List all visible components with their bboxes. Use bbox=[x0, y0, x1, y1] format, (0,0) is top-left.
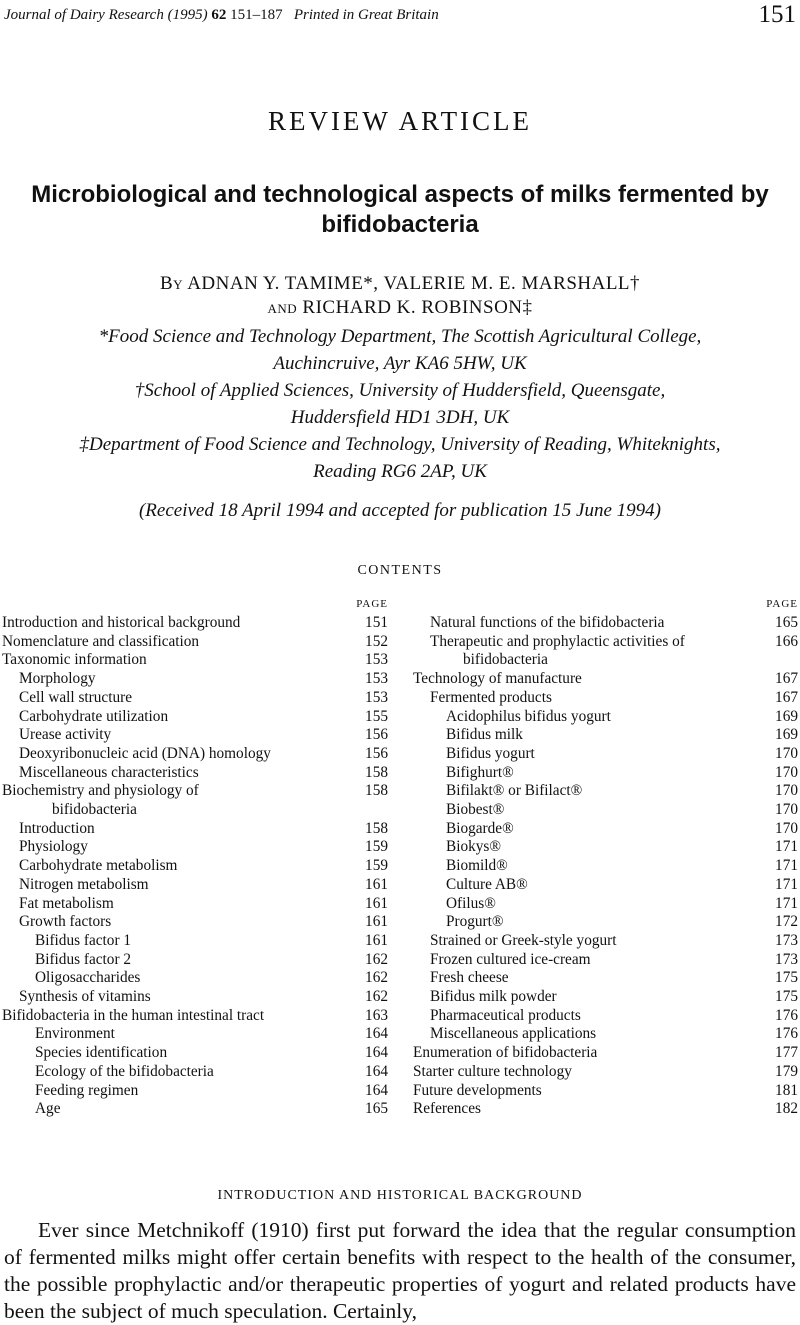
page-column-label: PAGE bbox=[356, 598, 388, 610]
toc-entry bbox=[413, 895, 798, 914]
toc-entry bbox=[2, 708, 388, 727]
toc-entry-page: 170 bbox=[775, 819, 798, 837]
author-names: RICHARD K. ROBINSON‡ bbox=[302, 297, 533, 318]
author-line-1 bbox=[0, 272, 800, 296]
toc-entry bbox=[2, 876, 388, 895]
toc-entry-page: 181 bbox=[775, 1081, 798, 1099]
author-list bbox=[0, 272, 800, 320]
toc-entry-title: Bifilakt® or Bifilact® bbox=[446, 782, 583, 800]
toc-entry bbox=[2, 670, 388, 689]
toc-entry bbox=[2, 857, 388, 876]
affiliation-line: Auchincruive, Ayr KA6 5HW, UK bbox=[273, 353, 527, 374]
toc-entry-page: 159 bbox=[365, 857, 388, 875]
toc-entry-page: 162 bbox=[365, 969, 388, 987]
toc-entry-page: 153 bbox=[365, 670, 388, 688]
toc-entry-page: 158 bbox=[365, 819, 388, 837]
printed-note: Printed in Great Britain bbox=[293, 7, 439, 23]
toc-entry bbox=[2, 689, 388, 708]
toc-entry-page: 167 bbox=[775, 688, 798, 706]
toc-entry-page: 171 bbox=[775, 894, 798, 912]
toc-entry bbox=[413, 745, 798, 764]
and-word: and bbox=[267, 297, 298, 318]
toc-entry-page: 169 bbox=[775, 707, 798, 725]
contents-heading: CONTENTS bbox=[357, 563, 443, 578]
journal-pages: 151–187 bbox=[230, 7, 283, 23]
toc-entry-page: 151 bbox=[365, 614, 388, 631]
author-names: ADNAN Y. TAMIME*, VALERIE M. E. MARSHALL† bbox=[187, 273, 641, 294]
toc-entry bbox=[413, 838, 798, 857]
toc-entry-title: Starter culture technology bbox=[413, 1062, 572, 1080]
toc-entry bbox=[413, 820, 798, 839]
toc-entry-page: 164 bbox=[365, 1025, 388, 1043]
toc-entry bbox=[413, 782, 798, 801]
toc-entry-page: 158 bbox=[365, 782, 388, 800]
toc-entry-title: Fat metabolism bbox=[19, 894, 114, 912]
toc-entry bbox=[2, 1025, 388, 1044]
page-number: 151 bbox=[758, 1, 796, 28]
toc-entry-title: Progurt® bbox=[446, 913, 504, 931]
toc-entry bbox=[2, 1044, 388, 1063]
toc-entry-title: Fresh cheese bbox=[430, 969, 509, 987]
toc-entry-page: 162 bbox=[365, 950, 388, 968]
toc-entry-page: 165 bbox=[365, 1100, 388, 1118]
toc-entry-page: 177 bbox=[775, 1044, 798, 1062]
toc-entry-page: 163 bbox=[365, 1006, 388, 1024]
toc-entry-title: Carbohydrate metabolism bbox=[19, 857, 178, 875]
toc-entry bbox=[2, 726, 388, 745]
toc-entry-title: Therapeutic and prophylactic activities of bbox=[430, 632, 685, 650]
toc-entry-title: Age bbox=[35, 1100, 61, 1118]
toc-entry-title: Miscellaneous applications bbox=[430, 1025, 597, 1043]
toc-entry bbox=[413, 913, 798, 932]
toc-entry-title: Taxonomic information bbox=[2, 651, 147, 669]
received-dates: (Received 18 April 1994 and accepted for publication 15 June 1994) bbox=[138, 500, 662, 521]
toc-entry-title: Acidophilus bifidus yogurt bbox=[446, 707, 611, 725]
toc-entry bbox=[2, 951, 388, 970]
toc-entry-title: Biochemistry and physiology of bbox=[2, 782, 199, 800]
toc-entry-page: 172 bbox=[775, 913, 798, 931]
affiliation-line: *Food Science and Technology Department, The Scottish Agricultural College, bbox=[98, 326, 702, 347]
toc-entry bbox=[2, 614, 388, 633]
toc-entry-title: Enumeration of bifidobacteria bbox=[413, 1044, 598, 1062]
toc-entry bbox=[2, 838, 388, 857]
affiliation-line: †School of Applied Sciences, University of Huddersfield, Queensgate, bbox=[134, 380, 666, 401]
toc-entry-page: 171 bbox=[775, 875, 798, 893]
toc-entry bbox=[2, 1007, 388, 1026]
toc-entry bbox=[413, 988, 798, 1007]
toc-entry-page: 156 bbox=[365, 744, 388, 762]
toc-left-column bbox=[2, 598, 388, 1119]
toc-entry bbox=[413, 969, 798, 988]
toc-entry bbox=[413, 614, 798, 633]
affiliation-line: Huddersfield HD1 3DH, UK bbox=[290, 407, 510, 428]
toc-entry-title: Oligosaccharides bbox=[35, 969, 141, 987]
toc-entry-page: 182 bbox=[775, 1100, 798, 1118]
toc-entry-page: 176 bbox=[775, 1006, 798, 1024]
toc-entry bbox=[413, 689, 798, 708]
running-header bbox=[4, 3, 798, 33]
journal-year: (1995) bbox=[167, 7, 208, 23]
toc-entry-title: bifidobacteria bbox=[52, 801, 137, 819]
article-type: REVIEW ARTICLE bbox=[267, 106, 533, 136]
toc-entry-page: 164 bbox=[365, 1081, 388, 1099]
toc-entry bbox=[413, 1100, 798, 1119]
toc-entry-title: Frozen cultured ice-cream bbox=[430, 950, 591, 968]
toc-entry-page: 155 bbox=[365, 707, 388, 725]
toc-entry bbox=[413, 1025, 798, 1044]
toc-entry-title: Biobest® bbox=[446, 801, 505, 819]
toc-entry-title: Environment bbox=[35, 1025, 115, 1043]
toc-entry bbox=[2, 651, 388, 670]
toc-entry-title: Introduction and historical background bbox=[2, 614, 241, 631]
toc-entry-title: Synthesis of vitamins bbox=[19, 988, 151, 1006]
toc-entry-page: 164 bbox=[365, 1062, 388, 1080]
toc-entry-page: 170 bbox=[775, 782, 798, 800]
toc-entry-page: 164 bbox=[365, 1044, 388, 1062]
toc-entry bbox=[2, 1082, 388, 1101]
toc-entry-title: Physiology bbox=[19, 838, 88, 856]
toc-entry-page: 156 bbox=[365, 726, 388, 744]
affiliation-line: Reading RG6 2AP, UK bbox=[313, 461, 487, 482]
toc-entry-page: 161 bbox=[365, 913, 388, 931]
toc-entry bbox=[2, 764, 388, 783]
toc-entry-page: 170 bbox=[775, 744, 798, 762]
toc-entry-title: Strained or Greek-style yogurt bbox=[430, 931, 617, 949]
toc-entry bbox=[413, 1082, 798, 1101]
toc-entry-title: Miscellaneous characteristics bbox=[19, 763, 199, 781]
affiliation-line: ‡Department of Food Science and Technology, University of Reading, Whiteknights, bbox=[79, 434, 721, 455]
toc-entry bbox=[2, 820, 388, 839]
toc-entry bbox=[2, 782, 388, 801]
toc-entry-page: 159 bbox=[365, 838, 388, 856]
toc-entry-page: 167 bbox=[775, 670, 798, 688]
toc-entry-page: 179 bbox=[775, 1062, 798, 1080]
toc-entry-title: Biokys® bbox=[446, 838, 501, 856]
by-word: By bbox=[159, 273, 183, 294]
toc-entry-page: 175 bbox=[775, 969, 798, 987]
toc-entry-title: Bifidus milk bbox=[446, 726, 523, 744]
toc-entry bbox=[2, 895, 388, 914]
toc-entry-page: 152 bbox=[365, 632, 388, 650]
toc-entry-page: 166 bbox=[775, 632, 798, 650]
toc-entry bbox=[413, 876, 798, 895]
toc-right-column bbox=[413, 598, 798, 1119]
toc-entry bbox=[2, 969, 388, 988]
toc-entry bbox=[413, 801, 798, 820]
toc-entry bbox=[413, 932, 798, 951]
toc-entry-page: 175 bbox=[775, 988, 798, 1006]
journal-volume: 62 bbox=[211, 7, 227, 23]
toc-entry-title: Future developments bbox=[413, 1081, 542, 1099]
toc-entry-title: Biomild® bbox=[446, 857, 508, 875]
toc-entry-title: Bifidus factor 2 bbox=[35, 950, 132, 968]
title-line: Microbiological and technological aspects of milks fermented by bbox=[31, 181, 769, 208]
toc-entry-title: Technology of manufacture bbox=[413, 670, 582, 688]
toc-entry bbox=[2, 633, 388, 652]
toc-entry-title: Bifighurt® bbox=[446, 763, 514, 781]
toc-entry-title: Introduction bbox=[19, 819, 95, 837]
toc-entry bbox=[413, 1007, 798, 1026]
toc-entry-title: Morphology bbox=[19, 670, 96, 688]
author-line-2 bbox=[0, 296, 800, 320]
toc-entry bbox=[2, 988, 388, 1007]
toc-entry-page: 176 bbox=[775, 1025, 798, 1043]
toc-entry bbox=[2, 1100, 388, 1119]
toc-entry-page: 170 bbox=[775, 763, 798, 781]
toc-entry-title: Deoxyribonucleic acid (DNA) homology bbox=[19, 744, 271, 762]
article-title bbox=[10, 180, 790, 240]
toc-entry-title: Urease activity bbox=[19, 726, 112, 744]
toc-list bbox=[2, 614, 388, 1119]
title-line: bifidobacteria bbox=[321, 211, 479, 238]
toc-entry-title: Fermented products bbox=[430, 688, 552, 706]
toc-entry bbox=[413, 726, 798, 745]
toc-entry bbox=[2, 932, 388, 951]
toc-entry bbox=[413, 651, 798, 670]
toc-entry bbox=[413, 1044, 798, 1063]
journal-citation bbox=[4, 7, 439, 24]
toc-entry bbox=[2, 745, 388, 764]
page-column-label: PAGE bbox=[766, 598, 798, 610]
toc-entry-page: 173 bbox=[775, 950, 798, 968]
toc-entry bbox=[413, 633, 798, 652]
toc-entry bbox=[413, 764, 798, 783]
toc-entry-page: 169 bbox=[775, 726, 798, 744]
toc-entry-title: Growth factors bbox=[19, 913, 112, 931]
toc-entry bbox=[2, 913, 388, 932]
toc-entry-title: Nomenclature and classification bbox=[2, 632, 200, 650]
journal-name: Journal of Dairy Research bbox=[4, 7, 164, 23]
toc-entry-page: 161 bbox=[365, 894, 388, 912]
toc-entry-title: Feeding regimen bbox=[35, 1081, 139, 1099]
toc-entry-title: References bbox=[413, 1100, 481, 1118]
toc-entry-title: Species identification bbox=[35, 1044, 168, 1062]
body-paragraph: Ever since Metchnikoff (1910) first put forward the idea that the regular consumption of fermented milks might offer certain benefits with respect to the health of the consumer, the possible prophylactic and/or therapeutic properties of yogurt and related products have been the subject of much speculation. Certainly, bbox=[4, 1218, 796, 1323]
affiliations bbox=[10, 323, 790, 485]
toc-entry bbox=[413, 670, 798, 689]
toc-entry-page: 158 bbox=[365, 763, 388, 781]
toc-entry-title: Bifidus milk powder bbox=[430, 988, 557, 1006]
toc-entry-title: Bifidobacteria in the human intestinal tract bbox=[2, 1006, 265, 1024]
toc-entry-title: Bifidus yogurt bbox=[446, 744, 535, 762]
toc-entry-title: bifidobacteria bbox=[463, 651, 548, 669]
toc-entry bbox=[413, 708, 798, 727]
toc-entry-page: 153 bbox=[365, 651, 388, 669]
toc-entry-page: 170 bbox=[775, 801, 798, 819]
toc-entry-page: 173 bbox=[775, 931, 798, 949]
toc-entry-title: Biogarde® bbox=[446, 819, 514, 837]
toc-entry-page: 171 bbox=[775, 838, 798, 856]
toc-entry-page: 153 bbox=[365, 688, 388, 706]
toc-entry-title: Pharmaceutical products bbox=[430, 1006, 581, 1024]
toc-entry-title: Ecology of the bifidobacteria bbox=[35, 1062, 214, 1080]
toc-entry-page: 161 bbox=[365, 875, 388, 893]
toc-entry-page: 165 bbox=[775, 614, 798, 631]
toc-entry bbox=[2, 801, 388, 820]
toc-entry-page: 162 bbox=[365, 988, 388, 1006]
toc-list bbox=[413, 614, 798, 1119]
toc-entry-title: Natural functions of the bifidobacteria bbox=[430, 614, 665, 631]
toc-entry bbox=[413, 951, 798, 970]
toc-entry-title: Culture AB® bbox=[446, 875, 528, 893]
toc-entry bbox=[413, 1063, 798, 1082]
toc-entry-title: Nitrogen metabolism bbox=[19, 875, 149, 893]
toc-entry-title: Ofilus® bbox=[446, 894, 496, 912]
toc-entry-page: 161 bbox=[365, 931, 388, 949]
toc-entry bbox=[2, 1063, 388, 1082]
toc-entry-page: 171 bbox=[775, 857, 798, 875]
section-heading: INTRODUCTION AND HISTORICAL BACKGROUND bbox=[217, 1188, 583, 1203]
toc-entry-title: Cell wall structure bbox=[19, 688, 132, 706]
toc-entry-title: Bifidus factor 1 bbox=[35, 931, 132, 949]
toc-entry-title: Carbohydrate utilization bbox=[19, 707, 169, 725]
toc-entry bbox=[413, 857, 798, 876]
